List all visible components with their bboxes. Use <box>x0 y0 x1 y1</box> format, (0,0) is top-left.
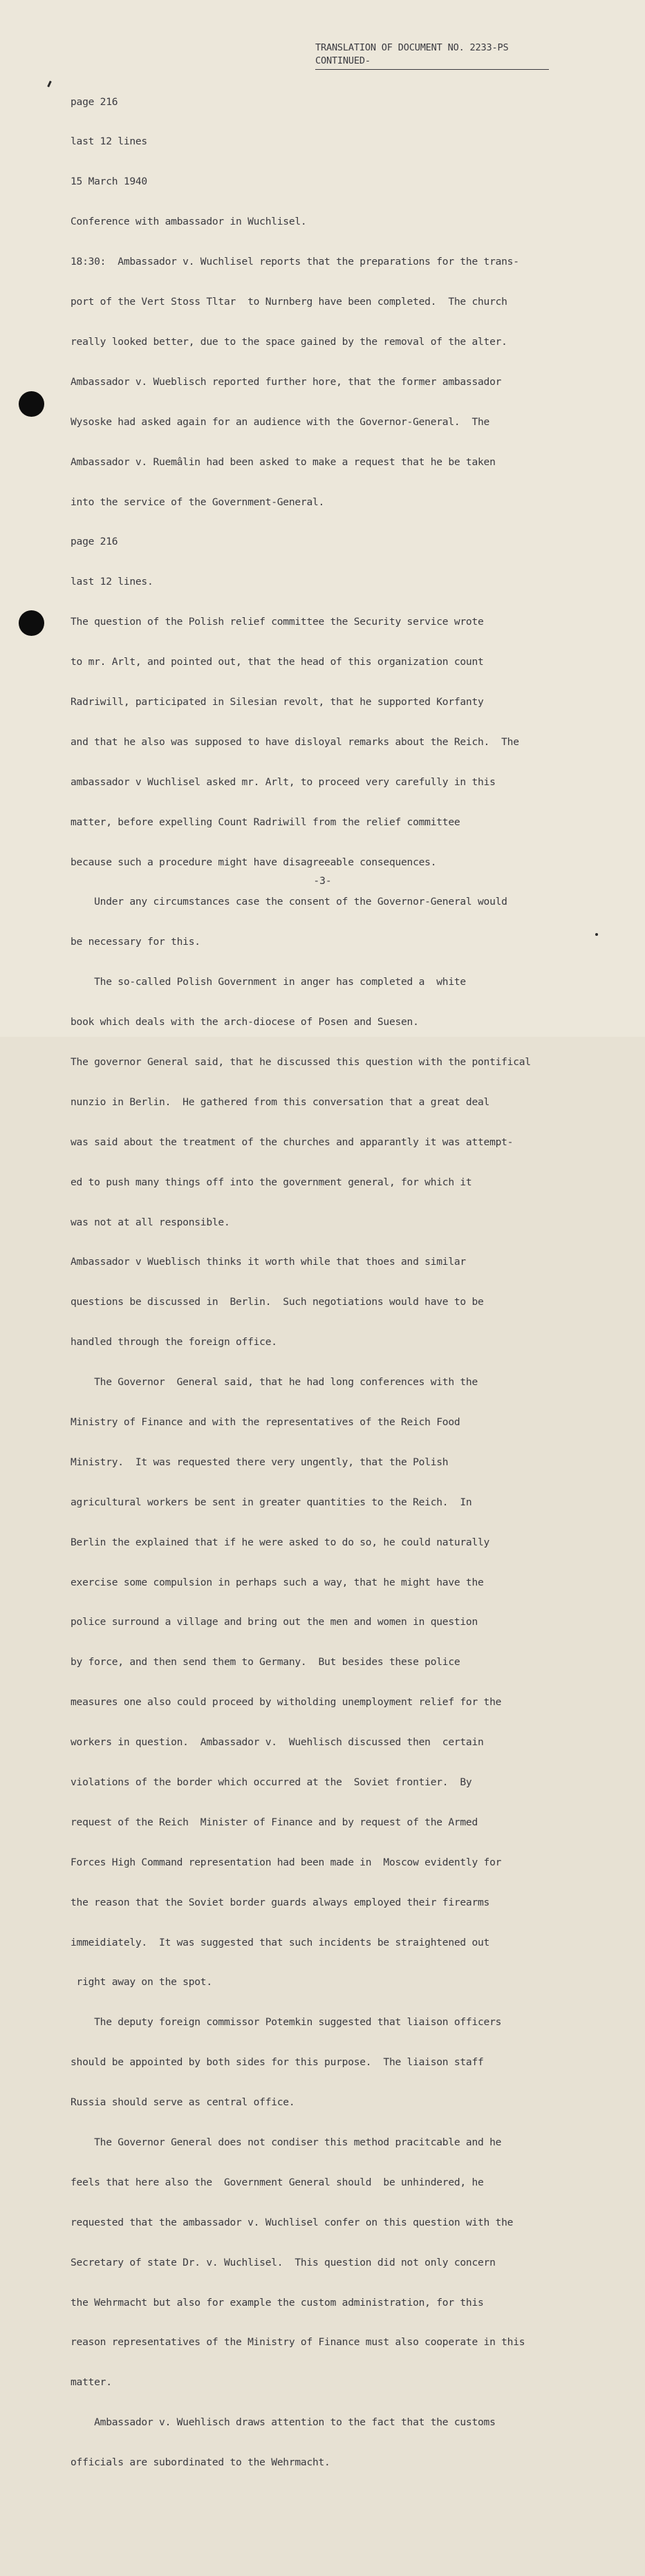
body-line: questions be discussed in Berlin. Such negotiations would have to be <box>71 1296 484 1308</box>
body-line: The deputy foreign commissor Potemkin suggested that liaison officers <box>71 2016 502 2029</box>
body-line: requested that the ambassador v. Wuchlisel confer on this question with the <box>71 2216 514 2228</box>
body-line: Radriwill, participated in Silesian revolt, that he supported Korfanty <box>71 695 484 708</box>
body-line: 15 March 1940 <box>71 176 147 188</box>
body-line: The question of the Polish relief committee the Security service wrote <box>71 616 484 628</box>
body-line: right away on the spot. <box>71 1976 212 1989</box>
punch-hole-lower <box>19 610 44 636</box>
body-line: port of the Vert Stoss Tltar to Nurnberg have been completed. The church <box>71 296 507 308</box>
body-line: by force, and then send them to Germany. But besides these police <box>71 1656 460 1668</box>
body-line: reason representatives of the Ministry of Finance must also cooperate in this <box>71 2336 525 2349</box>
paper-speck <box>595 933 598 936</box>
body-line: Under any circumstances case the consent of the Governor-General would <box>71 896 507 908</box>
body-line: measures one also could proceed by witholding unemployment relief for the <box>71 1696 502 1709</box>
body-line: and that he also was supposed to have disloyal remarks about the Reich. The <box>71 735 519 748</box>
body-line: matter. <box>71 2376 112 2389</box>
document-body <box>71 68 596 2576</box>
body-line: Ambassador v. Ruemâlin had been asked to make a request that he be taken <box>71 455 496 468</box>
body-line: Wysoske had asked again for an audience with the Governor-General. The <box>71 415 490 428</box>
body-line: police surround a village and bring out the men and women in question <box>71 1616 478 1628</box>
body-line: agricultural workers be sent in greater quantities to the Reich. In <box>71 1496 472 1508</box>
body-line: book which deals with the arch-diocese of Posen and Suesen. <box>71 1016 419 1028</box>
body-line: Conference with ambassador in Wuchlisel. <box>71 216 307 228</box>
body-line: Russia should serve as central office. <box>71 2096 295 2109</box>
body-line <box>71 2536 596 2549</box>
margin-tick-mark <box>47 81 52 87</box>
body-line <box>71 2496 596 2509</box>
body-line: immeidiately. It was suggested that such incidents be straightened out <box>71 1936 490 1948</box>
body-line: ed to push many things off into the government general, for which it <box>71 1176 472 1188</box>
header-continued: CONTINUED- <box>315 55 371 66</box>
body-line: The Governor General said, that he had long conferences with the <box>71 1376 478 1389</box>
body-line: The governor General said, that he discussed this question with the pontifical <box>71 1055 531 1068</box>
body-line: handled through the foreign office. <box>71 1336 277 1348</box>
body-line: into the service of the Government-General. <box>71 496 325 508</box>
header-title: TRANSLATION OF DOCUMENT NO. 2233-PS <box>315 42 509 53</box>
body-line: Ambassador v. Wueblisch reported further hore, that the former ambassador <box>71 375 502 388</box>
body-line: Ambassador v. Wuehlisch draws attention to the fact that the customs <box>71 2416 496 2429</box>
body-line: matter, before expelling Count Radriwill from the relief committee <box>71 816 460 828</box>
body-line: really looked better, due to the space gained by the removal of the alter. <box>71 335 507 348</box>
body-line: The Governor General does not condiser this method pracitcable and he <box>71 2136 502 2149</box>
body-line: request of the Reich Minister of Finance and by request of the Armed <box>71 1816 478 1828</box>
body-line: was not at all responsible. <box>71 1216 230 1228</box>
body-line: nunzio in Berlin. He gathered from this conversation that a great deal <box>71 1096 490 1108</box>
body-line: was said about the treatment of the churches and apparantly it was attempt- <box>71 1136 514 1148</box>
body-line: Ministry of Finance and with the representatives of the Reich Food <box>71 1416 460 1428</box>
body-line: page 216 <box>71 95 118 108</box>
body-line: officials are subordinated to the Wehrmacht. <box>71 2456 330 2469</box>
body-line: to mr. Arlt, and pointed out, that the head of this organization count <box>71 656 484 668</box>
body-line: feels that here also the Government General should be unhindered, he <box>71 2176 484 2188</box>
body-line: violations of the border which occurred at the Soviet frontier. By <box>71 1776 472 1788</box>
body-line: 18:30: Ambassador v. Wuchlisel reports that the preparations for the trans- <box>71 256 519 268</box>
page-number: -3- <box>313 875 332 887</box>
body-line: because such a procedure might have disagreeable consequences. <box>71 856 437 868</box>
document-header <box>315 41 550 70</box>
body-line: page 216 <box>71 536 118 548</box>
punch-hole-upper <box>19 391 44 417</box>
body-line: the Wehrmacht but also for example the custom administration, for this <box>71 2296 484 2309</box>
body-line: exercise some compulsion in perhaps such a way, that he might have the <box>71 1576 484 1588</box>
body-line: Ambassador v Wueblisch thinks it worth while that thoes and similar <box>71 1256 466 1268</box>
body-line: the reason that the Soviet border guards always employed their firearms <box>71 1896 490 1908</box>
body-line: Ministry. It was requested there very ungently, that the Polish <box>71 1456 449 1468</box>
body-line: ambassador v Wuchlisel asked mr. Arlt, to proceed very carefully in this <box>71 775 496 788</box>
body-line: last 12 lines. <box>71 576 153 588</box>
body-line: Secretary of state Dr. v. Wuchlisel. This question did not only concern <box>71 2256 496 2268</box>
body-line: should be appointed by both sides for this purpose. The liaison staff <box>71 2056 484 2069</box>
body-line: workers in question. Ambassador v. Wuehlisch discussed then certain <box>71 1736 484 1749</box>
body-line: Forces High Command representation had been made in Moscow evidently for <box>71 1856 502 1868</box>
body-line: The so-called Polish Government in anger has completed a white <box>71 976 466 988</box>
body-line: last 12 lines <box>71 135 147 148</box>
body-line: Berlin the explained that if he were asked to do so, he could naturally <box>71 1536 490 1548</box>
body-line: be necessary for this. <box>71 936 200 948</box>
